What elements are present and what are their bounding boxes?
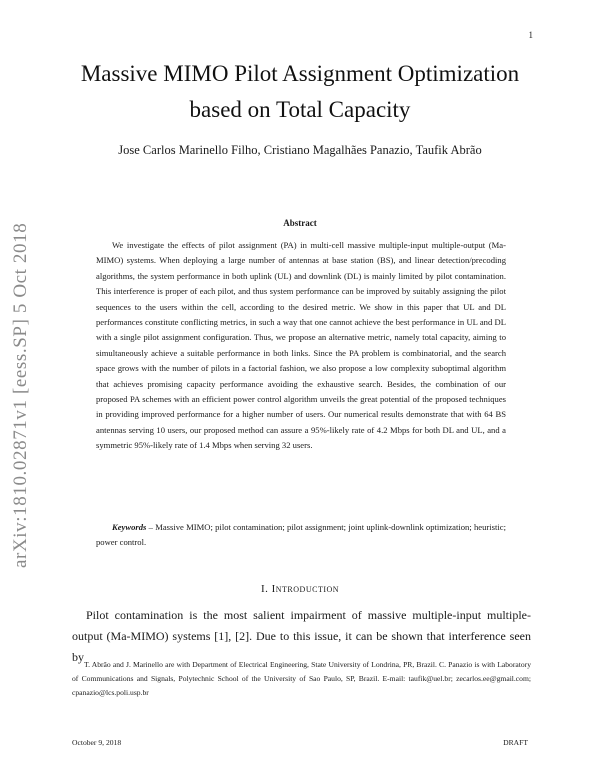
footer-draft-label: DRAFT bbox=[503, 738, 528, 747]
arxiv-identifier: arXiv:1810.02871v1 [eess.SP] 5 Oct 2018 bbox=[10, 222, 31, 568]
author-list: Jose Carlos Marinello Filho, Cristiano Magalhães Panazio, Taufik Abrão bbox=[118, 143, 482, 157]
section-numeral: I. bbox=[260, 583, 272, 595]
keywords-separator: – bbox=[146, 522, 156, 532]
abstract-text: We investigate the effects of pilot assignment (PA) in multi-cell massive multiple-input multiple-output (Ma-MIMO) systems. When deploying a large number of antennas at base station (BS), and linear detection/precoding algorithms, the system performance in both uplink (UL) and downlink (DL) is mainly limited by pilot contamination. This interference is proper of each pilot, and thus system performance can be improved by suitably assigning the pilot sequences to the users within the cell, according to the desired metric. We show in this paper that UL and DL performances constitute conflicting metrics, in such a way that one cannot achieve the best performance in UL and DL with a single pilot assignment configuration. Thus, we propose an alternative metric, namely total capacity, aiming to simultaneously achieve a suitable performance in both links. Since the PA problem is combinatorial, and the search space grows with the number of pilots in a factorial fashion, we also propose a low complexity suboptimal algorithm that achieves promising capacity performance avoiding the exhaustive search. Besides, the combination of our proposed PA schemes with an efficient power control algorithm unveils the great potential of the proposed techniques in providing improved performance for a higher number of users. Our numerical results demonstrate that with 64 BS antennas serving 10 users, our proposed method can assure a 95%-likely rate of 4.2 Mbps for both DL and UL, and a symmetric 95%-likely rate of 1.4 Mbps when serving 32 users. bbox=[96, 240, 506, 451]
affiliation-footnote: T. Abrão and J. Marinello are with Department of Electrical Engineering, State University of Londrina, PR, Brazil. C. Panazio is with Laboratory of Communications and Signals, Polytechnic School of the University of Sao Paulo, SP, Brazil. E-mail: taufik@uel.br; zecarlos.ee@gmail.com; cpanazio@lcs.poli.usp.br bbox=[72, 660, 531, 697]
keywords-text: Massive MIMO; pilot contamination; pilot assignment; joint uplink-downlink optimization; heuristic; power control. bbox=[96, 522, 506, 548]
title-line-2: based on Total Capacity bbox=[189, 97, 411, 122]
page-number: 1 bbox=[528, 30, 533, 40]
paper-title bbox=[60, 56, 540, 128]
keywords-paragraph bbox=[96, 520, 506, 551]
introduction-paragraph: Pilot contamination is the most salient impairment of massive multiple-input multiple-output (Ma-MIMO) systems [1], [2]. Due to this issue, it can be shown that interference seen by bbox=[72, 608, 531, 664]
keywords-label: Keywords bbox=[112, 522, 147, 532]
section-heading-introduction bbox=[60, 583, 540, 595]
section-title: Introduction bbox=[271, 583, 340, 595]
abstract-heading: Abstract bbox=[283, 218, 317, 228]
title-line-1: Massive MIMO Pilot Assignment Optimization bbox=[80, 61, 520, 86]
footer-date: October 9, 2018 bbox=[72, 738, 122, 747]
